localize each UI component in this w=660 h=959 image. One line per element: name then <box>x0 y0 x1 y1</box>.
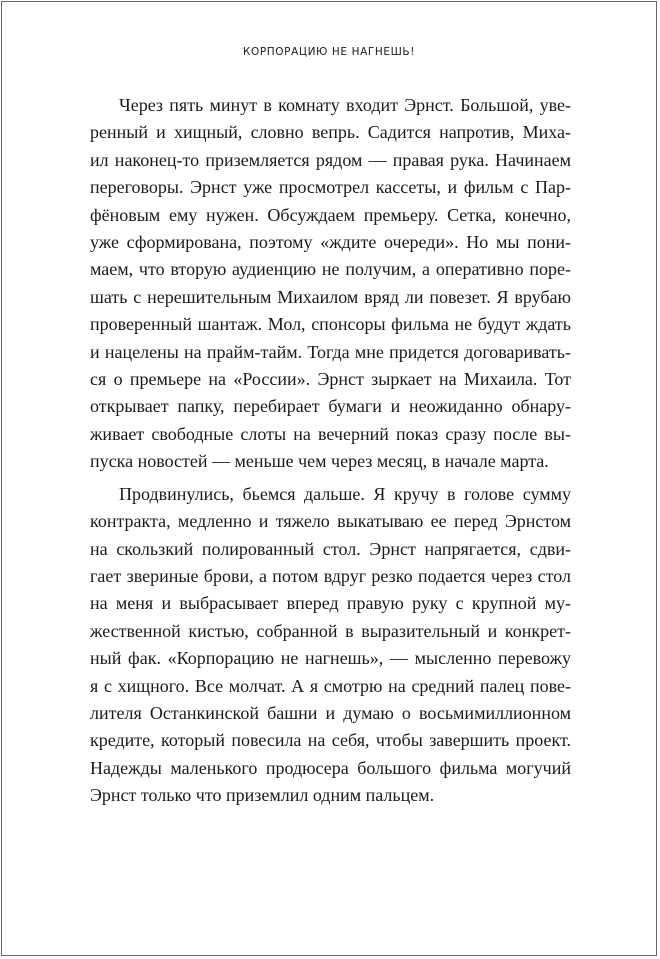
text-line: я с хищного. Все молчат. А я смотрю на средний палец пове- <box>90 675 571 696</box>
text-line: фёновым ему нужен. Обсуждаем премьеру. Сетка, конечно, <box>90 204 571 225</box>
paragraph-2 <box>90 481 571 810</box>
body-text <box>90 92 571 810</box>
text-line: открывает папку, перебирает бумаги и неожиданно обнару- <box>90 396 571 417</box>
text-line: ил наконец-то приземляется рядом — правая рука. Начинаем <box>90 149 571 170</box>
text-line: ный фак. «Корпорацию не нагнешь», — мысленно перевожу <box>90 648 571 669</box>
text-line: контракта, медленно и тяжело выкатываю ее перед Эрнстом <box>90 511 571 532</box>
text-line: ся о премьере на «России». Эрнст зыркает на Михаила. Тот <box>90 369 571 390</box>
text-line: маем, что вторую аудиенцию не получим, а оперативно поре- <box>90 259 571 280</box>
text-line: пуска новостей — меньше чем через месяц, в начале марта. <box>90 451 549 472</box>
text-line: шать с нерешительным Михаилом вряд ли повезет. Я врубаю <box>90 286 571 307</box>
text-line: уже сформирована, поэтому «ждите очереди». Но мы пони- <box>90 232 571 253</box>
text-line: лителя Останкинской башни и думаю о восьмимиллионном <box>90 702 571 723</box>
paragraph-1 <box>90 92 571 476</box>
text-line: жественной кистью, собранной в выразительный и конкрет- <box>90 620 571 641</box>
text-line: на меня и выбрасывает вперед правую руку с крупной му- <box>90 593 571 614</box>
running-head: КОРПОРАЦИЮ НЕ НАГНЕШЬ! <box>242 46 416 58</box>
text-line: на скользкий полированный стол. Эрнст напрягается, сдви- <box>90 538 571 559</box>
text-line: и нацелены на прайм-тайм. Тогда мне придется договаривать- <box>90 341 571 362</box>
text-line: переговоры. Эрнст уже просмотрел кассеты, и фильм с Пар- <box>90 177 571 198</box>
text-line: Эрнст только что приземлил одним пальцем. <box>90 785 435 806</box>
text-line: проверенный шантаж. Мол, спонсоры фильма не будут ждать <box>90 314 571 335</box>
text-line: ренный и хищный, словно вепрь. Садится напротив, Миха- <box>90 122 571 143</box>
text-line: гает звериные брови, а потом вдруг резко подается через стол <box>90 565 571 586</box>
text-line: Через пять минут в комнату входит Эрнст. Большой, уве- <box>119 95 571 115</box>
book-page <box>1 1 657 956</box>
text-line: Надежды маленького продюсера большого фильма могучий <box>90 757 571 778</box>
text-line: живает свободные слоты на вечерний показ сразу после вы- <box>90 423 571 444</box>
text-line: Продвинулись, бьемся дальше. Я кручу в голове сумму <box>119 483 571 504</box>
text-line: кредите, который повесила на себя, чтобы завершить проект. <box>90 730 571 751</box>
